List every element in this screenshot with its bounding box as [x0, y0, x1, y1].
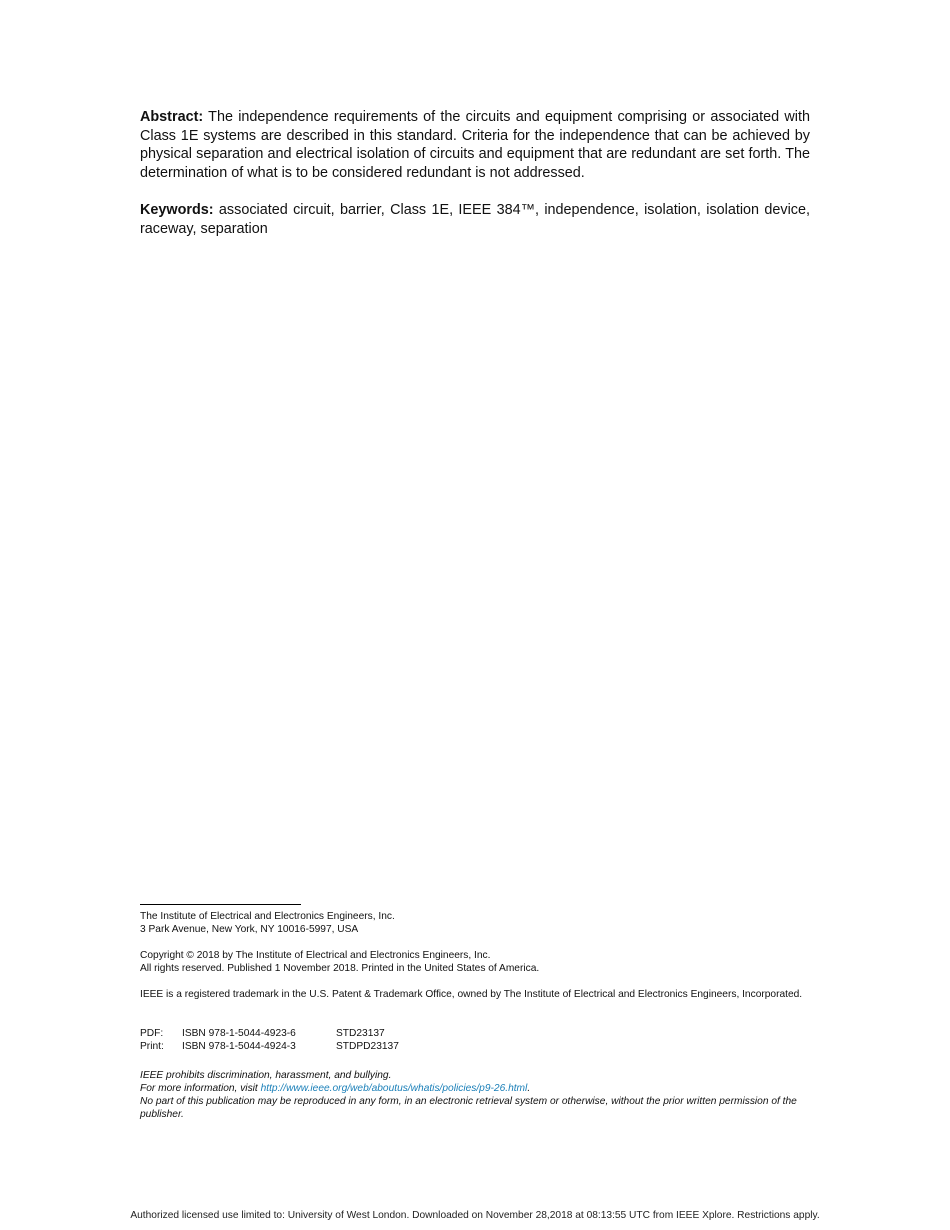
abstract-paragraph — [140, 108, 810, 182]
policy-info-prefix: For more information, visit — [140, 1083, 261, 1094]
isbn-label: Print: — [140, 1041, 164, 1052]
publisher-name: The Institute of Electrical and Electronics Engineers, Inc. — [140, 911, 395, 922]
keywords-label: Keywords: — [140, 202, 214, 218]
keywords-paragraph — [140, 201, 810, 238]
copyright-info — [140, 949, 815, 975]
isbn-number: ISBN 978-1-5044-4923-6 — [182, 1028, 296, 1039]
authorization-footer: Authorized licensed use limited to: University of West London. Downloaded on November 28,2018 at 08:13:55 UTC from IEEE Xplore. Restrictions apply. — [130, 1210, 820, 1221]
trademark-notice: IEEE is a registered trademark in the U.S. Patent & Trademark Office, owned by The Institute of Electrical and Electronics Engineers, Incorporated. — [140, 989, 803, 1000]
isbn-label: PDF: — [140, 1028, 164, 1039]
isbn-table — [140, 1027, 436, 1053]
isbn-row-pdf — [140, 1027, 436, 1040]
policy-link[interactable]: http://www.ieee.org/web/aboutus/whatis/policies/p9-26.html — [260, 1083, 528, 1094]
policy-notice — [140, 1069, 815, 1121]
policy-info-line — [140, 1082, 815, 1095]
publisher-address: 3 Park Avenue, New York, NY 10016-5997, USA — [140, 924, 359, 935]
publisher-info — [140, 910, 815, 936]
reproduction-notice: No part of this publication may be reproduced in any form, in an electronic retrieval system or otherwise, without the prior written permission of the publisher. — [140, 1096, 797, 1120]
isbn-number: ISBN 978-1-5044-4924-3 — [182, 1041, 296, 1052]
keywords-text: associated circuit, barrier, Class 1E, IEEE 384™, independence, isolation, isolation device, raceway, separation — [140, 202, 810, 237]
policy-line: IEEE prohibits discrimination, harassment, and bullying. — [140, 1070, 392, 1081]
footnote-divider — [140, 904, 301, 905]
copyright-line: Copyright © 2018 by The Institute of Electrical and Electronics Engineers, Inc. — [140, 950, 491, 961]
rights-line: All rights reserved. Published 1 November 2018. Printed in the United States of America. — [140, 963, 540, 974]
isbn-code: STDPD23137 — [336, 1041, 399, 1052]
abstract-text: The independence requirements of the circuits and equipment comprising or associated with Class 1E systems are described in this standard. Criteria for the independence that can be achieved by physical separation and electrical isolation of circuits and equipment that are redundant are set forth. The determination of what is to be considered redundant is not addressed. — [140, 109, 810, 181]
isbn-row-print — [140, 1040, 436, 1053]
isbn-code: STD23137 — [336, 1028, 385, 1039]
abstract-label: Abstract: — [140, 109, 204, 125]
policy-info-suffix: . — [527, 1083, 531, 1094]
